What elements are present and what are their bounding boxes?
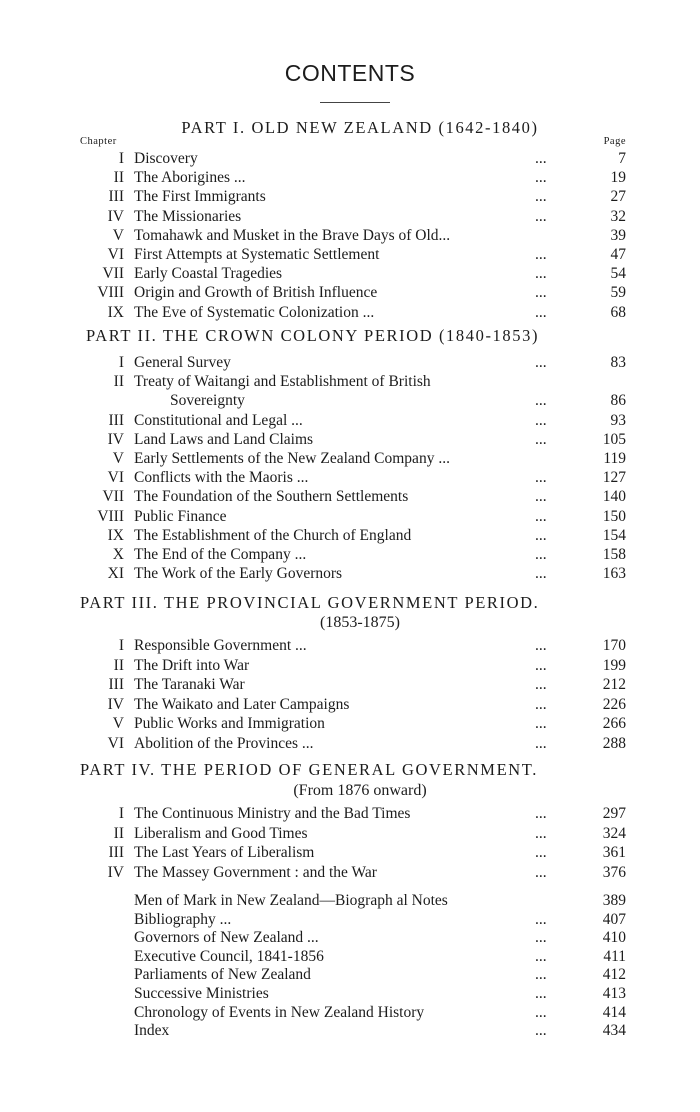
entry-title: Discovery: [134, 150, 198, 167]
toc-entry: [80, 246, 632, 264]
entry-title: The Work of the Early Governors: [134, 565, 343, 582]
leader-dots: ...: [535, 637, 547, 654]
chapter-number: I: [118, 354, 124, 371]
page-number: 170: [602, 637, 626, 654]
chapter-number: V: [112, 715, 124, 732]
leader-dots: ...: [535, 392, 547, 409]
leader-dots: ...: [535, 169, 547, 186]
toc-entry: [80, 304, 632, 322]
toc-entry: [80, 676, 632, 694]
page-number: 163: [602, 565, 626, 582]
page-number: 324: [602, 825, 626, 842]
leader-dots: ...: [535, 825, 547, 842]
chapter-number: X: [112, 546, 124, 563]
page-number: 199: [602, 657, 626, 674]
entry-title: Abolition of the Provinces ...: [134, 735, 314, 752]
page-number: 376: [602, 864, 626, 881]
chapter-number: III: [108, 412, 124, 429]
leader-dots: ...: [535, 469, 547, 486]
chapter-number: III: [108, 188, 124, 205]
toc-entry: [80, 392, 632, 410]
toc-entry: [80, 657, 632, 675]
entry-title: Liberalism and Good Times: [134, 825, 308, 842]
page-number: 407: [602, 911, 626, 928]
page-number: 412: [602, 966, 626, 983]
toc-entry: [80, 805, 632, 823]
leader-dots: ...: [535, 527, 547, 544]
page-number: 414: [602, 1004, 626, 1021]
leader-dots: ...: [535, 412, 547, 429]
page-number: 154: [602, 527, 626, 544]
chapter-number: VI: [107, 735, 124, 752]
entry-title: The Missionaries: [134, 208, 242, 225]
leader-dots: ...: [535, 508, 547, 525]
entry-title: Tomahawk and Musket in the Brave Days of Old...: [134, 227, 451, 244]
entry-title: Parliaments of New Zealand: [134, 966, 311, 983]
entry-title: Early Settlements of the New Zealand Company ...: [134, 450, 450, 467]
entry-title: Men of Mark in New Zealand—Biograph al Notes: [134, 892, 448, 909]
leader-dots: ...: [535, 844, 547, 861]
leader-dots: ...: [535, 696, 547, 713]
leader-dots: ...: [535, 284, 547, 301]
chapter-number: IV: [107, 431, 124, 448]
page-number: 7: [618, 150, 626, 167]
entry-title: The Establishment of the Church of England: [134, 527, 412, 544]
chapter-number: I: [118, 150, 124, 167]
toc-entry: [80, 284, 632, 302]
entry-title: The Massey Government : and the War: [134, 864, 377, 881]
entry-title: Index: [134, 1022, 170, 1039]
part-heading: PART III. THE PROVINCIAL GOVERNMENT PERIOD.: [80, 593, 540, 612]
page-number: 288: [602, 735, 626, 752]
toc-entry: [80, 188, 632, 206]
toc-entry: [80, 565, 632, 583]
toc-entry: [80, 354, 632, 372]
chapter-number: II: [113, 169, 124, 186]
toc-entry: [80, 150, 632, 168]
page-number: 83: [610, 354, 626, 371]
entry-title: The First Immigrants: [134, 188, 266, 205]
chapter-number: XI: [107, 565, 124, 582]
entry-title: Responsible Government ...: [134, 637, 307, 654]
toc-entry: [80, 911, 632, 929]
entry-title: First Attempts at Systematic Settlement: [134, 246, 380, 263]
chapter-number: V: [112, 227, 124, 244]
leader-dots: ...: [535, 431, 547, 448]
page-number: 39: [610, 227, 626, 244]
toc-entry: [80, 265, 632, 283]
leader-dots: ...: [535, 985, 547, 1002]
page-number: 389: [602, 892, 626, 909]
toc-entry: [80, 431, 632, 449]
toc-entry: [80, 985, 632, 1003]
toc-entry: [80, 892, 632, 910]
entry-title: The Drift into War: [134, 657, 250, 674]
page-number: 150: [602, 508, 626, 525]
chapter-column-label: Chapter: [80, 136, 117, 147]
entry-title: Sovereignty: [170, 392, 245, 409]
entry-title: Land Laws and Land Claims: [134, 431, 314, 448]
page-number: 413: [602, 985, 626, 1002]
toc-entry: [80, 527, 632, 545]
toc-entry: [80, 1004, 632, 1022]
toc-entry: [80, 864, 632, 882]
page-number: 86: [610, 392, 626, 409]
chapter-number: VII: [102, 488, 124, 505]
leader-dots: ...: [535, 735, 547, 752]
leader-dots: ...: [535, 966, 547, 983]
chapter-number: II: [113, 657, 124, 674]
leader-dots: ...: [535, 265, 547, 282]
entry-title: The Eve of Systematic Colonization ...: [134, 304, 375, 321]
page-number: 105: [602, 431, 626, 448]
entry-title: The Foundation of the Southern Settlements: [134, 488, 409, 505]
chapter-number: IV: [107, 696, 124, 713]
leader-dots: ...: [535, 188, 547, 205]
entry-title: Conflicts with the Maoris ...: [134, 469, 309, 486]
part-subheading: (1853-1875): [320, 614, 400, 631]
leader-dots: ...: [535, 929, 547, 946]
leader-dots: ...: [535, 676, 547, 693]
page-title: CONTENTS: [284, 60, 416, 86]
leader-dots: ...: [535, 715, 547, 732]
chapter-number: IV: [107, 864, 124, 881]
entry-title: Public Finance: [134, 508, 227, 525]
chapter-number: VI: [107, 246, 124, 263]
page-number: 158: [602, 546, 626, 563]
toc-entry: [80, 373, 632, 391]
page-column-label: Page: [603, 136, 626, 147]
page-number: 434: [602, 1022, 626, 1039]
toc-entry: [80, 227, 632, 245]
toc-entry: [80, 825, 632, 843]
leader-dots: ...: [535, 911, 547, 928]
toc-entry: [80, 966, 632, 984]
part-heading: PART IV. THE PERIOD OF GENERAL GOVERNMENT.: [80, 760, 538, 779]
toc-entry: [80, 1022, 632, 1040]
chapter-number: VII: [102, 265, 124, 282]
entry-title: Early Coastal Tragedies: [134, 265, 283, 282]
page-number: 32: [610, 208, 626, 225]
page-number: 411: [603, 948, 626, 965]
chapter-number: IV: [107, 208, 124, 225]
chapter-number: II: [113, 825, 124, 842]
toc-entry: [80, 735, 632, 753]
leader-dots: ...: [535, 657, 547, 674]
page-number: 54: [610, 265, 626, 282]
page-number: 226: [602, 696, 626, 713]
part-subheading: (From 1876 onward): [293, 782, 427, 799]
chapter-number: III: [108, 844, 124, 861]
entry-title: Public Works and Immigration: [134, 715, 325, 732]
toc-entry: [80, 508, 632, 526]
toc-entry: [80, 450, 632, 468]
toc-entry: [80, 208, 632, 226]
toc-entry: [80, 844, 632, 862]
toc-entry: [80, 696, 632, 714]
title-rule: [320, 102, 390, 103]
chapter-number: VI: [107, 469, 124, 486]
toc-entry: [80, 412, 632, 430]
chapter-number: IX: [107, 304, 124, 321]
entry-title: Constitutional and Legal ...: [134, 412, 303, 429]
entry-title: The End of the Company ...: [134, 546, 307, 563]
chapter-number: I: [118, 805, 124, 822]
chapter-number: IX: [107, 527, 124, 544]
chapter-number: VIII: [97, 508, 124, 525]
toc-entry: [80, 546, 632, 564]
chapter-number: I: [118, 637, 124, 654]
leader-dots: ...: [535, 948, 547, 965]
entry-title: The Taranaki War: [134, 676, 245, 693]
toc-entry: [80, 929, 632, 947]
page-number: 59: [610, 284, 626, 301]
entry-title: General Survey: [134, 354, 231, 371]
entry-title: Governors of New Zealand ...: [134, 929, 319, 946]
toc-entry: [80, 469, 632, 487]
leader-dots: ...: [535, 565, 547, 582]
leader-dots: ...: [535, 246, 547, 263]
leader-dots: ...: [535, 546, 547, 563]
entry-title: Executive Council, 1841-1856: [134, 948, 324, 965]
entry-title: The Continuous Ministry and the Bad Times: [134, 805, 411, 822]
page-number: 19: [610, 169, 626, 186]
toc-entry: [80, 637, 632, 655]
leader-dots: ...: [535, 1004, 547, 1021]
entry-title: Origin and Growth of British Influence: [134, 284, 378, 301]
leader-dots: ...: [535, 1022, 547, 1039]
part-heading: PART I. OLD NEW ZEALAND (1642-1840): [181, 118, 539, 137]
page-number: 27: [610, 188, 626, 205]
page-number: 93: [610, 412, 626, 429]
chapter-number: V: [112, 450, 124, 467]
leader-dots: ...: [535, 304, 547, 321]
leader-dots: ...: [535, 488, 547, 505]
page-number: 266: [602, 715, 626, 732]
leader-dots: ...: [535, 805, 547, 822]
page-number: 47: [610, 246, 626, 263]
entry-title: Treaty of Waitangi and Establishment of British: [134, 373, 431, 390]
entry-title: Bibliography ...: [134, 911, 232, 928]
toc-entry: [80, 169, 632, 187]
chapter-number: III: [108, 676, 124, 693]
leader-dots: ...: [535, 150, 547, 167]
entry-title: The Aborigines ...: [134, 169, 246, 186]
toc-entry: [80, 715, 632, 733]
chapter-number: II: [113, 373, 124, 390]
page-number: 361: [602, 844, 626, 861]
entry-title: Successive Ministries: [134, 985, 269, 1002]
page-number: 119: [603, 450, 626, 467]
toc-entry: [80, 488, 632, 506]
page-number: 127: [602, 469, 626, 486]
entry-title: The Last Years of Liberalism: [134, 844, 315, 861]
leader-dots: ...: [535, 208, 547, 225]
page-number: 410: [602, 929, 626, 946]
page-number: 297: [602, 805, 626, 822]
leader-dots: ...: [535, 864, 547, 881]
toc-entry: [80, 948, 632, 966]
page-number: 68: [610, 304, 626, 321]
page-number: 140: [602, 488, 626, 505]
entry-title: The Waikato and Later Campaigns: [134, 696, 350, 713]
leader-dots: ...: [535, 354, 547, 371]
part-heading: PART II. THE CROWN COLONY PERIOD (1840-1853): [86, 326, 540, 345]
entry-title: Chronology of Events in New Zealand History: [134, 1004, 425, 1021]
chapter-number: VIII: [97, 284, 124, 301]
page-number: 212: [602, 676, 626, 693]
